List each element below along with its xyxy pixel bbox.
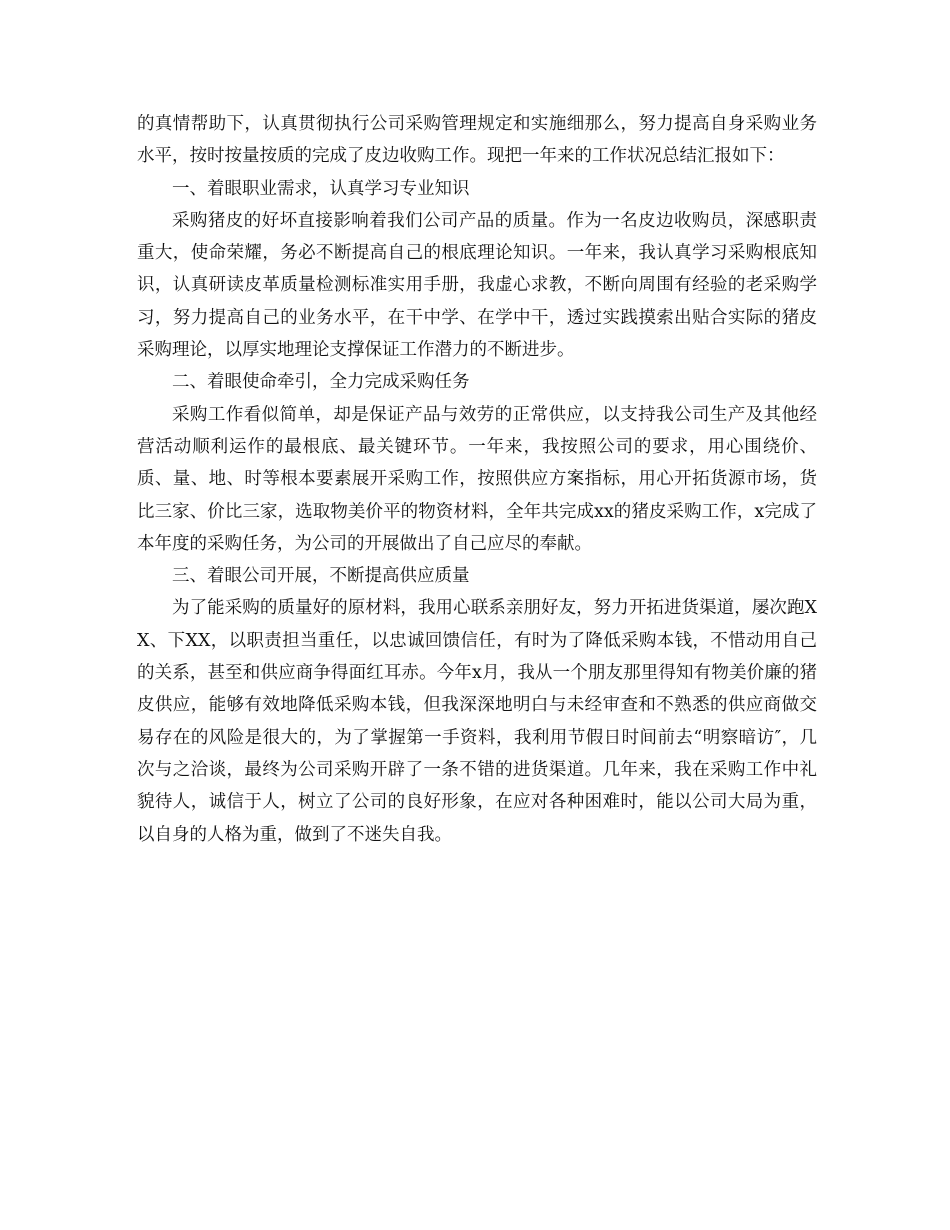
paragraph-section-3: 为了能采购的质量好的原材料，我用心联系亲朋好友，努力开拓进货渠道，屡次跑XX、下XX，以职责担当重任，以忠诚回馈信任，有时为了降低采购本钱，不惜动用自己的关系，甚至和供应商争得面红耳赤。今年x月，我从一个朋友那里得知有物美价廉的猪皮供应，能够有效地降低采购本钱，但我深深地明白与未经审查和不熟悉的供应商做交易存在的风险是很大的，为了掌握第一手资料，我利用节假日时间前去“明察暗访″，几次与之洽谈，最终为公司采购开辟了一条不错的进货渠道。几年来，我在采购工作中礼貌待人，诚信于人，树立了公司的良好形象，在应对各种困难时，能以公司大局为重，以自身的人格为重，做到了不迷失自我。 <box>137 598 817 845</box>
paragraph-section-1: 采购猪皮的好坏直接影响着我们公司产品的质量。作为一名皮边收购员，深感职责重大，使命荣耀，务必不断提高自己的根底理论知识。一年来，我认真学习采购根底知识，认真研读皮革质量检测标准实用手册，我虚心求教，不断向周围有经验的老采购学习，努力提高自己的业务水平，在干中学、在学中干，透过实践摸索出贴合实际的猪皮采购理论，以厚实地理论支撑保证工作潜力的不断进步。 <box>137 210 817 361</box>
section-heading-3: 三、着眼公司开展，不断提高供应质量 <box>172 566 470 587</box>
section-heading-1: 一、着眼职业需求，认真学习专业知识 <box>172 178 470 199</box>
document-body <box>137 108 817 851</box>
section-heading-2: 二、着眼使命牵引，全力完成采购任务 <box>172 372 470 393</box>
paragraph-intro: 的真情帮助下，认真贯彻执行公司采购管理规定和实施细那么，努力提高自身采购业务水平，按时按量按质的完成了皮边收购工作。现把一年来的工作状况总结汇报如下： <box>137 114 817 167</box>
paragraph-section-2: 采购工作看似简单，却是保证产品与效劳的正常供应，以支持我公司生产及其他经营活动顺利运作的最根底、最关键环节。一年来，我按照公司的要求，用心围绕价、质、量、地、时等根本要素展开采购工作，按照供应方案指标，用心开拓货源市场，货比三家、价比三家，选取物美价平的物资材料，全年共完成xx的猪皮采购工作，x完成了本年度的采购任务，为公司的开展做出了自己应尽的奉献。 <box>137 404 817 554</box>
